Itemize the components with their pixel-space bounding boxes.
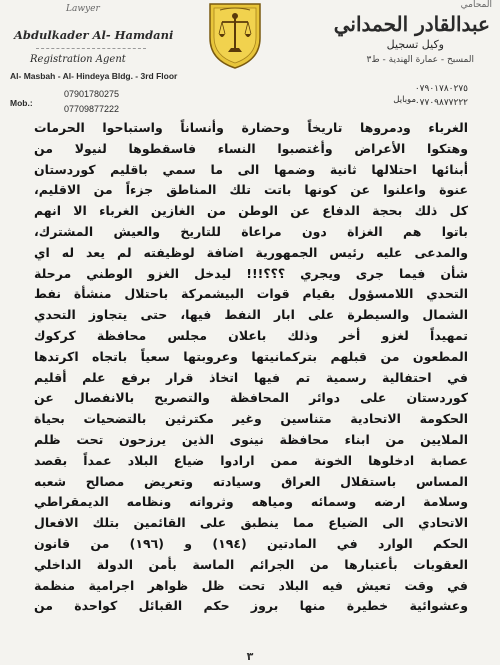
- letterhead-english: [6, 4, 186, 114]
- phone-2-en: 07709877222: [64, 104, 120, 114]
- phone-list-en: [64, 87, 119, 117]
- address-ar: المسبح - عمارة الهندية - ط٣: [366, 55, 474, 65]
- body-line: كل ذلك بحجة الدفاع عن الوطن من الغازين الغرباء الا انهم: [34, 203, 468, 219]
- divider: [36, 48, 146, 49]
- phone-1-en: 07901780275: [64, 89, 120, 99]
- page-number: ٣: [246, 650, 254, 663]
- body-line: وعشوائية خطيرة منها بروز حكم القبائل كواحدة من: [34, 598, 468, 614]
- body-line: المطعون من قبلهم بتركمانيتها وعروبتها سعياً باتجاه اكرتدها: [34, 348, 468, 364]
- body-line: عنوة واعلنوا عن كونها باتت تلك المناطق جزءاً من الاقليم،: [34, 182, 468, 198]
- body-line: الحكومة الاتحادية متناسين وغير مكترثين بالتضحيات بحياة: [34, 411, 468, 427]
- body-line: شأن فيما جرى ويجري ؟؟؟!!! ليدخل الغزو الوطني مرحلة: [34, 265, 468, 281]
- body-line: الغرباء ودمروها تاريخاً وحضارة وأنساناً واستباحوا الحرمات: [34, 120, 468, 135]
- occupation-ar: المحامي: [460, 0, 492, 10]
- body-line: الاتحادي الى الضياع مما ينطبق على القائمين بتلك الافعال: [34, 515, 468, 531]
- scales-of-justice-emblem-icon: [206, 2, 264, 70]
- body-line: أبنائها احتلالها ثانية وضمها الى ما سمي باقليم كوردستان: [34, 161, 468, 177]
- body-line: عصابة ادخلوها الخونة ممن ارادوا ضياع البلاد عمداً بقصد: [34, 452, 468, 468]
- letter-body: [34, 118, 468, 617]
- phone-2-ar: ٠٧٧٠٩٨٧٧٢٢٢: [414, 97, 468, 107]
- body-line: باتوا هم الغزاة دون مراعاة للتاريخ والعيش المشترك،: [34, 223, 468, 239]
- lawyer-name-ar: عبدالقادر الحمداني: [333, 12, 490, 36]
- role-en: Registration Agent: [30, 54, 126, 65]
- body-line: في وقت تعيش فيه البلاد تحت ظل ظواهر اجرامية منظمة: [34, 577, 468, 593]
- phone-1-ar: ٠٧٩٠١٧٨٠٢٧٥: [414, 83, 468, 93]
- body-line: وسلامة ارضه وسمائه ومياهه وثرواته ونظامه الديمقراطي: [34, 494, 468, 510]
- body-line: المساس باستقلال العراق وسيادته وتعريض مصالح شعبه: [34, 473, 468, 489]
- lawyer-name-en: Abdulkader Al- Hamdani: [14, 28, 174, 42]
- body-line: الحكم الوارد في المادتين (١٩٤) و (١٩٦) من قانون: [34, 535, 468, 551]
- body-line: الملايين من ابناء محافظة نينوى الذين يرزحون تحت ظلم: [34, 431, 468, 447]
- letterhead-arabic: [304, 0, 494, 107]
- body-line: العقوبات بأعتبارها من الجرائم الماسة بأمن الدولة الداخلي: [34, 556, 468, 572]
- address-en: Al- Masbah - Al- Hindeya Bldg. - 3rd Floor: [10, 71, 178, 81]
- body-line: تمهيداً لغزو أخر وذلك باعلان مجلس محافظة كركوك: [34, 327, 468, 343]
- body-line: وهتكوا الأعراض وأغتصبوا النساء فاسقطوها لنيولا من: [34, 140, 468, 156]
- body-line: كوردستان على دوائر المحافظة والتصريح بالانفصال عن: [34, 390, 468, 406]
- mobile-label-en: Mob.:: [10, 98, 33, 108]
- mobile-label-ar: موبايل: [393, 95, 416, 105]
- body-line: والمدعى عليه رئيس الجمهورية اضافة لوظيفته لم يعد له اي: [34, 244, 468, 260]
- role-ar: وكيل تسجيل: [386, 38, 444, 51]
- body-line: في احتفالية رسمية تم فيها اتخاذ قرار برفع علم أقليم: [34, 369, 468, 385]
- occupation-en: Lawyer: [66, 4, 100, 14]
- body-line: الشمال والسيطرة على ابار النفط فيها، حتى يتجاوز التحدي: [34, 307, 468, 323]
- body-line: التحدي اللامسؤول بقيام قوات البيشمركة باحتلال منشأة نفط: [34, 286, 468, 302]
